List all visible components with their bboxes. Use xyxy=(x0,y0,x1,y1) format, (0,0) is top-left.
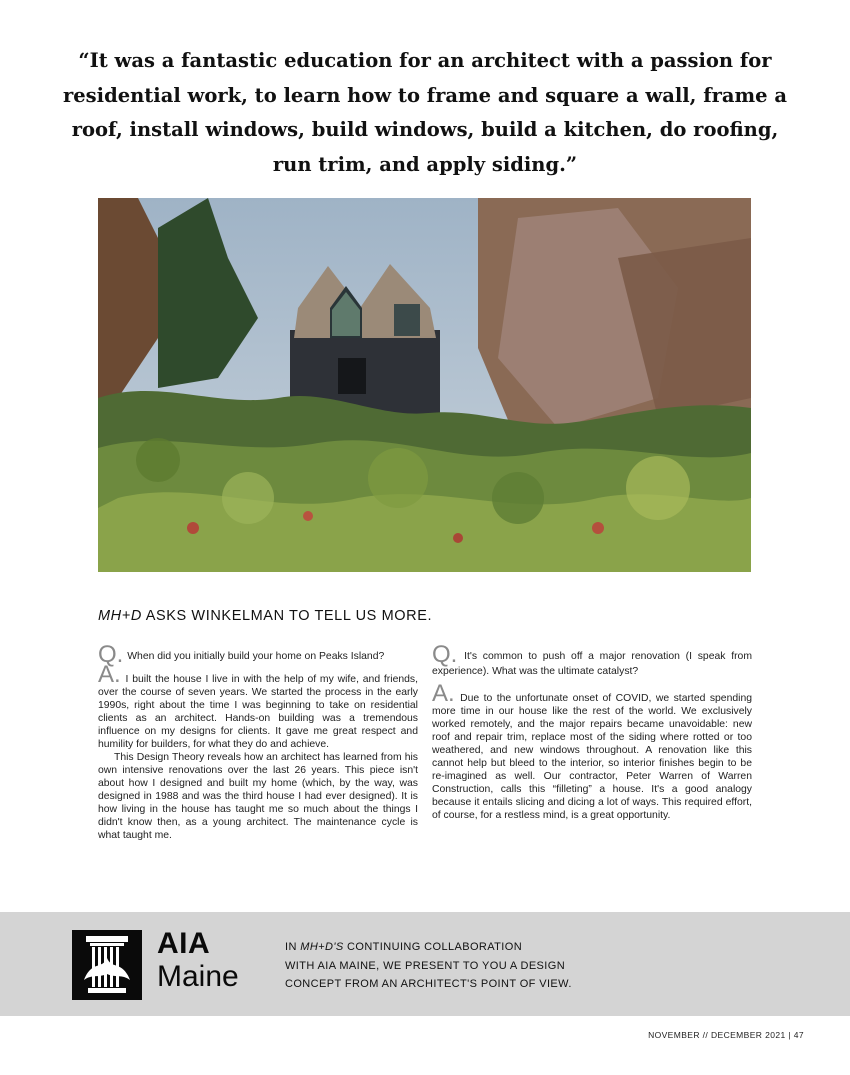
section-heading-emphasis: MH+D xyxy=(98,608,142,624)
answer-1 xyxy=(98,661,418,751)
banner-description xyxy=(285,938,585,994)
answer-2 xyxy=(432,680,752,822)
logo-line-aia: AIA xyxy=(157,927,211,960)
banner-line-1-rest: CONTINUING COLLABORATION xyxy=(343,941,523,953)
answer-1-text: I built the house I live in with the help of my wife, and friends, over the course of seven years. We started the process in the early 1990s, right about the time I was beginning to take on residential clients as an architect. Hands-on building was a tremendous influence on my designs for clients. It gave me great respect and humility for builders, for what they do and achieve. xyxy=(98,674,418,750)
answer-1-paragraph-2: This Design Theory reveals how an architect has learned from his own intensive renovations over the last 26 years. This piece isn't about how I designed and built my home (which, by the way, was designed in 1988 and was the third house I had ever designed). It is how living in the house has taught me so much about the things I didn't know then, as a young architect. The maintenance cycle is what taught me. xyxy=(98,752,418,841)
aia-maine-logo xyxy=(157,928,239,994)
question-2 xyxy=(432,641,752,678)
qa-column-left xyxy=(98,641,418,842)
house-photo xyxy=(98,198,751,572)
pull-quote: “It was a fantastic education for an architect with a passion for residential work, to learn how to frame and square a wall, frame a roof, install windows, build windows, build a kitchen, do roofing, run trim, and apply siding.” xyxy=(63,49,787,176)
a-letter: A. xyxy=(98,661,121,688)
question-1-text: When did you initially build your home on Peaks Island? xyxy=(124,651,385,662)
banner-line-2: WITH AIA MAINE, WE PRESENT TO YOU A DESIGN xyxy=(285,959,566,972)
banner-line-1 xyxy=(285,938,585,957)
banner-line-1-emphasis: MH+D'S xyxy=(300,941,344,953)
section-heading-rest: ASKS WINKELMAN TO TELL US MORE. xyxy=(141,608,433,624)
question-1 xyxy=(98,641,418,668)
section-heading xyxy=(98,608,432,624)
q-letter: Q. xyxy=(98,641,124,668)
a-letter: A. xyxy=(432,680,455,707)
banner-line-1-pre: IN xyxy=(285,941,301,953)
answer-2-text: Due to the unfortunate onset of COVID, we started spending more time in our house like the rest of the world. We exclusively worked remotely, and the major repairs became unavoidable: new roof and repair trim, replace most of the siding where rotted or too weathered, and new windows throughout. A renovation like this cannot help but bleed to the interior, so interior finishes begin to be re-imagined as well. Our contractor, Peter Warren of Warren Construction, calls this “filleting” a house. It's a good analogy because it entails slicing and dicing a lot of ways. This required effort, of course, for a restless mind, is a great opportunity. xyxy=(432,693,752,821)
banner-line-3: CONCEPT FROM AN ARCHITECT'S POINT OF VIEW. xyxy=(285,978,572,990)
qa-column-right xyxy=(432,641,752,822)
aia-logo-icon xyxy=(72,930,142,1000)
question-2-text: It's common to push off a major renovation (I speak from experience). What was the ultimate catalyst? xyxy=(432,651,752,677)
page-footer: NOVEMBER // DECEMBER 2021 | 47 xyxy=(648,1030,804,1040)
q-letter: Q. xyxy=(432,641,458,668)
logo-line-maine: Maine xyxy=(157,960,239,993)
